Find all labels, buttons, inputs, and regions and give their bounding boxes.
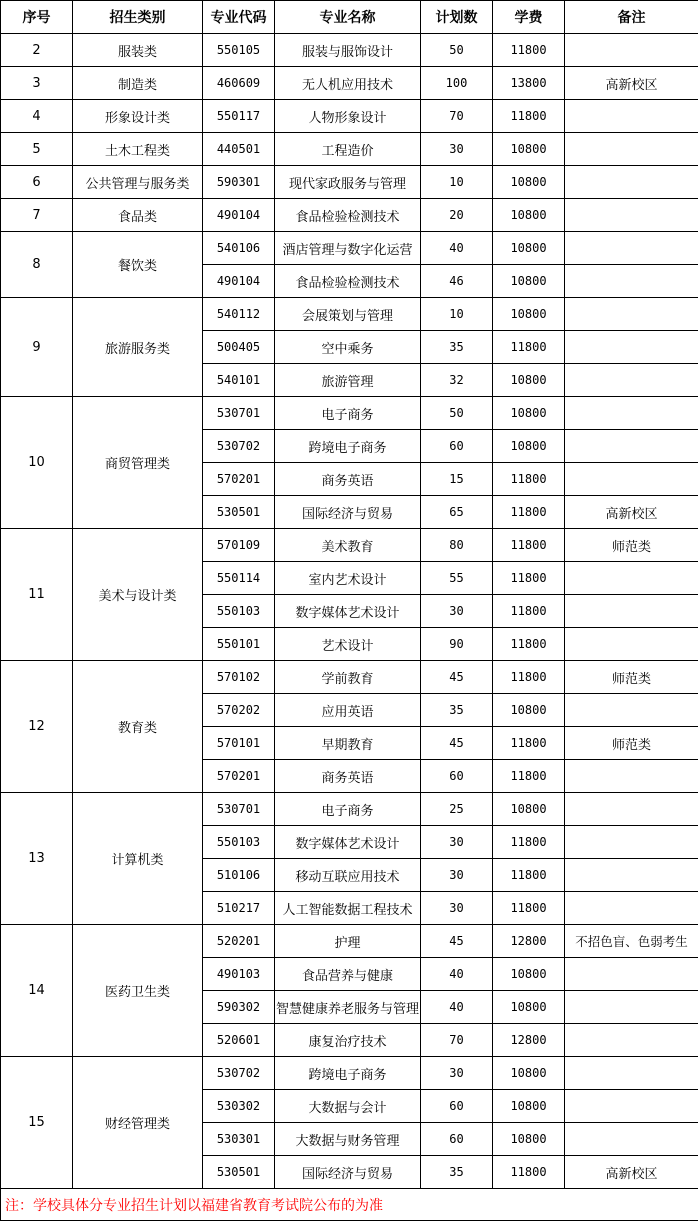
table-row xyxy=(1,661,698,694)
major-name-cell: 无人机应用技术 xyxy=(275,67,421,100)
tuition-cell: 11800 xyxy=(493,1156,565,1189)
plan-count-cell: 100 xyxy=(421,67,493,100)
seq-cell: 4 xyxy=(1,100,73,133)
category-cell: 土木工程类 xyxy=(73,133,203,166)
major-name-cell: 人工智能数据工程技术 xyxy=(275,892,421,925)
code-cell: 570109 xyxy=(203,529,275,562)
category-cell: 医药卫生类 xyxy=(73,925,203,1057)
category-cell: 食品类 xyxy=(73,199,203,232)
plan-count-cell: 65 xyxy=(421,496,493,529)
tuition-cell: 11800 xyxy=(493,826,565,859)
plan-count-cell: 45 xyxy=(421,727,493,760)
major-name-cell: 移动互联应用技术 xyxy=(275,859,421,892)
tuition-cell: 10800 xyxy=(493,958,565,991)
category-cell: 计算机类 xyxy=(73,793,203,925)
table-row xyxy=(1,100,698,133)
major-name-cell: 工程造价 xyxy=(275,133,421,166)
tuition-cell: 12800 xyxy=(493,925,565,958)
tuition-cell: 10800 xyxy=(493,430,565,463)
remarks-cell xyxy=(565,298,698,331)
code-cell: 510106 xyxy=(203,859,275,892)
tuition-cell: 10800 xyxy=(493,265,565,298)
tuition-cell: 11800 xyxy=(493,595,565,628)
category-cell: 商贸管理类 xyxy=(73,397,203,529)
tuition-cell: 10800 xyxy=(493,1123,565,1156)
remarks-cell xyxy=(565,463,698,496)
code-cell: 570101 xyxy=(203,727,275,760)
table-row xyxy=(1,166,698,199)
plan-count-cell: 30 xyxy=(421,892,493,925)
major-name-cell: 康复治疗技术 xyxy=(275,1024,421,1057)
table-row xyxy=(1,34,698,67)
major-name-cell: 商务英语 xyxy=(275,760,421,793)
tuition-cell: 11800 xyxy=(493,34,565,67)
code-cell: 570201 xyxy=(203,463,275,496)
remarks-cell: 师范类 xyxy=(565,661,698,694)
major-name-cell: 空中乘务 xyxy=(275,331,421,364)
tuition-cell: 10800 xyxy=(493,166,565,199)
tuition-cell: 11800 xyxy=(493,661,565,694)
code-cell: 540101 xyxy=(203,364,275,397)
code-cell: 530501 xyxy=(203,1156,275,1189)
code-cell: 520601 xyxy=(203,1024,275,1057)
major-name-cell: 跨境电子商务 xyxy=(275,430,421,463)
plan-count-cell: 40 xyxy=(421,991,493,1024)
plan-count-cell: 55 xyxy=(421,562,493,595)
code-cell: 530301 xyxy=(203,1123,275,1156)
major-name-cell: 食品营养与健康 xyxy=(275,958,421,991)
major-name-cell: 学前教育 xyxy=(275,661,421,694)
major-name-cell: 艺术设计 xyxy=(275,628,421,661)
code-cell: 520201 xyxy=(203,925,275,958)
remarks-cell xyxy=(565,694,698,727)
remarks-cell xyxy=(565,133,698,166)
seq-cell: 9 xyxy=(1,298,73,397)
tuition-cell: 10800 xyxy=(493,397,565,430)
plan-count-cell: 15 xyxy=(421,463,493,496)
seq-cell: 2 xyxy=(1,34,73,67)
code-cell: 550103 xyxy=(203,595,275,628)
code-cell: 530701 xyxy=(203,397,275,430)
major-name-cell: 数字媒体艺术设计 xyxy=(275,595,421,628)
plan-count-cell: 60 xyxy=(421,760,493,793)
tuition-cell: 10800 xyxy=(493,298,565,331)
plan-count-cell: 30 xyxy=(421,595,493,628)
major-name-cell: 食品检验检测技术 xyxy=(275,199,421,232)
major-name-cell: 电子商务 xyxy=(275,793,421,826)
remarks-cell xyxy=(565,34,698,67)
remarks-cell: 高新校区 xyxy=(565,496,698,529)
remarks-cell: 不招色盲、色弱考生 xyxy=(565,925,698,958)
header-plan-count: 计划数 xyxy=(421,1,493,34)
category-cell: 旅游服务类 xyxy=(73,298,203,397)
table-row xyxy=(1,67,698,100)
plan-count-cell: 30 xyxy=(421,859,493,892)
code-cell: 590301 xyxy=(203,166,275,199)
tuition-cell: 13800 xyxy=(493,67,565,100)
plan-count-cell: 10 xyxy=(421,166,493,199)
major-name-cell: 数字媒体艺术设计 xyxy=(275,826,421,859)
plan-count-cell: 30 xyxy=(421,826,493,859)
plan-count-cell: 90 xyxy=(421,628,493,661)
table-row xyxy=(1,925,698,958)
footer-row xyxy=(1,1189,698,1221)
plan-count-cell: 50 xyxy=(421,34,493,67)
major-name-cell: 酒店管理与数字化运营 xyxy=(275,232,421,265)
major-name-cell: 服装与服饰设计 xyxy=(275,34,421,67)
code-cell: 530701 xyxy=(203,793,275,826)
major-name-cell: 国际经济与贸易 xyxy=(275,1156,421,1189)
code-cell: 530702 xyxy=(203,430,275,463)
remarks-cell xyxy=(565,628,698,661)
remarks-cell xyxy=(565,100,698,133)
table-row xyxy=(1,199,698,232)
tuition-cell: 11800 xyxy=(493,628,565,661)
seq-cell: 6 xyxy=(1,166,73,199)
tuition-cell: 10800 xyxy=(493,694,565,727)
code-cell: 530501 xyxy=(203,496,275,529)
tuition-cell: 10800 xyxy=(493,232,565,265)
remarks-cell xyxy=(565,793,698,826)
major-name-cell: 室内艺术设计 xyxy=(275,562,421,595)
tuition-cell: 11800 xyxy=(493,100,565,133)
remarks-cell xyxy=(565,430,698,463)
seq-cell: 14 xyxy=(1,925,73,1057)
header-category: 招生类别 xyxy=(73,1,203,34)
plan-count-cell: 70 xyxy=(421,1024,493,1057)
tuition-cell: 11800 xyxy=(493,727,565,760)
major-name-cell: 大数据与财务管理 xyxy=(275,1123,421,1156)
remarks-cell xyxy=(565,331,698,364)
tuition-cell: 10800 xyxy=(493,199,565,232)
tuition-cell: 10800 xyxy=(493,991,565,1024)
major-name-cell: 电子商务 xyxy=(275,397,421,430)
tuition-cell: 11800 xyxy=(493,892,565,925)
header-remarks: 备注 xyxy=(565,1,698,34)
code-cell: 490103 xyxy=(203,958,275,991)
code-cell: 490104 xyxy=(203,265,275,298)
plan-count-cell: 80 xyxy=(421,529,493,562)
seq-cell: 8 xyxy=(1,232,73,298)
remarks-cell xyxy=(565,166,698,199)
remarks-cell xyxy=(565,364,698,397)
remarks-cell xyxy=(565,562,698,595)
tuition-cell: 10800 xyxy=(493,1090,565,1123)
footer-note: 注：学校具体分专业招生计划以福建省教育考试院公布的为准 xyxy=(1,1189,698,1221)
table-row xyxy=(1,232,698,265)
header-row xyxy=(1,1,698,34)
remarks-cell xyxy=(565,859,698,892)
table-row xyxy=(1,397,698,430)
category-cell: 公共管理与服务类 xyxy=(73,166,203,199)
plan-count-cell: 10 xyxy=(421,298,493,331)
major-name-cell: 旅游管理 xyxy=(275,364,421,397)
seq-cell: 3 xyxy=(1,67,73,100)
table-row xyxy=(1,133,698,166)
code-cell: 550117 xyxy=(203,100,275,133)
table-row xyxy=(1,529,698,562)
table-body xyxy=(1,34,698,1189)
category-cell: 财经管理类 xyxy=(73,1057,203,1189)
remarks-cell xyxy=(565,595,698,628)
code-cell: 550103 xyxy=(203,826,275,859)
remarks-cell xyxy=(565,1057,698,1090)
header-tuition: 学费 xyxy=(493,1,565,34)
remarks-cell xyxy=(565,958,698,991)
code-cell: 440501 xyxy=(203,133,275,166)
remarks-cell xyxy=(565,1123,698,1156)
tuition-cell: 11800 xyxy=(493,859,565,892)
major-name-cell: 会展策划与管理 xyxy=(275,298,421,331)
remarks-cell xyxy=(565,1090,698,1123)
plan-count-cell: 40 xyxy=(421,232,493,265)
seq-cell: 13 xyxy=(1,793,73,925)
code-cell: 530302 xyxy=(203,1090,275,1123)
remarks-cell: 师范类 xyxy=(565,727,698,760)
plan-count-cell: 46 xyxy=(421,265,493,298)
code-cell: 550101 xyxy=(203,628,275,661)
plan-count-cell: 60 xyxy=(421,1123,493,1156)
seq-cell: 12 xyxy=(1,661,73,793)
seq-cell: 10 xyxy=(1,397,73,529)
code-cell: 500405 xyxy=(203,331,275,364)
major-name-cell: 护理 xyxy=(275,925,421,958)
seq-cell: 7 xyxy=(1,199,73,232)
plan-count-cell: 30 xyxy=(421,133,493,166)
remarks-cell xyxy=(565,199,698,232)
major-name-cell: 应用英语 xyxy=(275,694,421,727)
tuition-cell: 10800 xyxy=(493,1057,565,1090)
remarks-cell: 高新校区 xyxy=(565,1156,698,1189)
plan-count-cell: 25 xyxy=(421,793,493,826)
plan-count-cell: 32 xyxy=(421,364,493,397)
plan-count-cell: 60 xyxy=(421,1090,493,1123)
remarks-cell xyxy=(565,1024,698,1057)
tuition-cell: 12800 xyxy=(493,1024,565,1057)
major-name-cell: 现代家政服务与管理 xyxy=(275,166,421,199)
major-name-cell: 智慧健康养老服务与管理 xyxy=(275,991,421,1024)
remarks-cell xyxy=(565,826,698,859)
code-cell: 570102 xyxy=(203,661,275,694)
plan-count-cell: 45 xyxy=(421,661,493,694)
code-cell: 540112 xyxy=(203,298,275,331)
code-cell: 570201 xyxy=(203,760,275,793)
remarks-cell xyxy=(565,760,698,793)
plan-count-cell: 40 xyxy=(421,958,493,991)
remarks-cell xyxy=(565,232,698,265)
header-code: 专业代码 xyxy=(203,1,275,34)
plan-count-cell: 35 xyxy=(421,331,493,364)
tuition-cell: 11800 xyxy=(493,496,565,529)
plan-count-cell: 35 xyxy=(421,1156,493,1189)
code-cell: 490104 xyxy=(203,199,275,232)
major-name-cell: 跨境电子商务 xyxy=(275,1057,421,1090)
remarks-cell xyxy=(565,397,698,430)
header-major-name: 专业名称 xyxy=(275,1,421,34)
remarks-cell: 高新校区 xyxy=(565,67,698,100)
category-cell: 餐饮类 xyxy=(73,232,203,298)
tuition-cell: 11800 xyxy=(493,529,565,562)
plan-count-cell: 45 xyxy=(421,925,493,958)
major-name-cell: 美术教育 xyxy=(275,529,421,562)
remarks-cell xyxy=(565,892,698,925)
remarks-cell xyxy=(565,265,698,298)
code-cell: 510217 xyxy=(203,892,275,925)
tuition-cell: 10800 xyxy=(493,364,565,397)
code-cell: 570202 xyxy=(203,694,275,727)
tuition-cell: 10800 xyxy=(493,793,565,826)
category-cell: 制造类 xyxy=(73,67,203,100)
plan-count-cell: 50 xyxy=(421,397,493,430)
code-cell: 540106 xyxy=(203,232,275,265)
major-name-cell: 大数据与会计 xyxy=(275,1090,421,1123)
tuition-cell: 11800 xyxy=(493,562,565,595)
code-cell: 460609 xyxy=(203,67,275,100)
plan-count-cell: 20 xyxy=(421,199,493,232)
major-name-cell: 早期教育 xyxy=(275,727,421,760)
tuition-cell: 11800 xyxy=(493,331,565,364)
seq-cell: 15 xyxy=(1,1057,73,1189)
header-seq: 序号 xyxy=(1,1,73,34)
plan-count-cell: 60 xyxy=(421,430,493,463)
category-cell: 美术与设计类 xyxy=(73,529,203,661)
code-cell: 530702 xyxy=(203,1057,275,1090)
tuition-cell: 10800 xyxy=(493,133,565,166)
tuition-cell: 11800 xyxy=(493,463,565,496)
category-cell: 形象设计类 xyxy=(73,100,203,133)
table-row xyxy=(1,793,698,826)
code-cell: 550114 xyxy=(203,562,275,595)
code-cell: 590302 xyxy=(203,991,275,1024)
seq-cell: 5 xyxy=(1,133,73,166)
remarks-cell xyxy=(565,991,698,1024)
table-row xyxy=(1,298,698,331)
major-name-cell: 国际经济与贸易 xyxy=(275,496,421,529)
seq-cell: 11 xyxy=(1,529,73,661)
category-cell: 教育类 xyxy=(73,661,203,793)
remarks-cell: 师范类 xyxy=(565,529,698,562)
category-cell: 服装类 xyxy=(73,34,203,67)
major-name-cell: 人物形象设计 xyxy=(275,100,421,133)
major-name-cell: 商务英语 xyxy=(275,463,421,496)
code-cell: 550105 xyxy=(203,34,275,67)
plan-count-cell: 30 xyxy=(421,1057,493,1090)
tuition-cell: 11800 xyxy=(493,760,565,793)
plan-count-cell: 35 xyxy=(421,694,493,727)
plan-count-cell: 70 xyxy=(421,100,493,133)
table-row xyxy=(1,1057,698,1090)
major-name-cell: 食品检验检测技术 xyxy=(275,265,421,298)
